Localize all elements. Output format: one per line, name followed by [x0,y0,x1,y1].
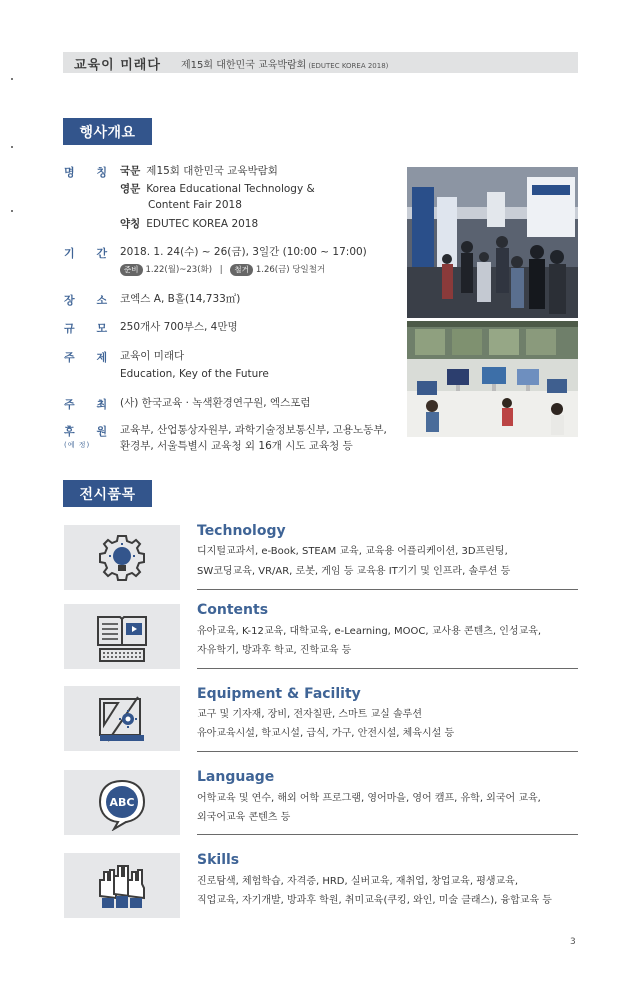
sponsor-line2: 환경부, 서울특별시 교육청 외 16개 시도 교육청 등 [120,440,353,452]
category-title-equipment: Equipment & Facility [197,686,361,702]
abc-speech-icon [94,775,150,831]
technology-icon-box [64,525,180,590]
theme-line2: Education, Key of the Future [120,368,269,380]
header-subtitle [181,56,388,71]
name-korean-text: 제15회 대한민국 교육박람회 [146,165,278,177]
name-english [120,181,315,197]
svg-text:ABC: ABC [109,795,135,809]
category-desc-technology-1: 디지털교과서, e-Book, STEAM 교육, 교육용 어플리케이션, 3D프린팅, [197,546,508,557]
label-period: 기 간 [64,247,117,260]
language-icon-box [64,770,180,835]
raised-hands-icon [94,858,150,914]
label-venue: 장 소 [64,294,117,307]
host-text: (사) 한국교육 · 녹색환경연구원, 엑스포럼 [120,397,311,409]
setup-badge: 준비 [120,264,143,276]
name-english-2: Content Fair 2018 [148,199,242,211]
category-desc-technology-2: SW코딩교육, VR/AR, 로봇, 게임 등 교육용 IT기기 및 인프라, 솔루션 등 [197,566,511,577]
divider [197,589,578,590]
category-title-language: Language [197,769,275,785]
tag-english: 영문 [120,183,141,195]
period-setup [120,263,325,276]
category-desc-equipment-2: 유아교육시설, 학교시설, 급식, 가구, 안전시설, 체육시설 등 [197,728,455,739]
gear-bulb-icon [94,530,150,586]
category-desc-contents-1: 유아교육, K-12교육, 대학교육, e-Learning, MOOC, 교사용 콘텐츠, 인성교육, [197,626,542,637]
header-subtitle-en: (EDUTEC KOREA 2018) [308,62,389,70]
book-keyboard-icon [94,609,150,665]
category-desc-language-2: 외국어교육 콘텐츠 등 [197,812,291,823]
teardown-text: 1.26(금) 당일철거 [255,265,326,275]
sponsor-line1: 교육부, 산업통상자원부, 과학기술정보통신부, 고용노동부, [120,424,387,436]
category-desc-skills-1: 진로탐색, 체험학습, 자격증, HRD, 실버교육, 재취업, 창업교육, 평생교육, [197,876,519,887]
header-subtitle-ko: 제15회 대한민국 교육박람회 [181,60,307,71]
margin-mark [11,210,13,212]
tag-abbr: 약칭 [120,218,141,230]
period-text: 2018. 1. 24(수) ~ 26(금), 3일간 (10:00 ~ 17:00) [120,246,367,258]
name-abbr [120,216,258,232]
divider [197,751,578,752]
name-korean [120,163,278,179]
category-title-skills: Skills [197,852,240,868]
equipment-icon-box [64,686,180,751]
blueprint-tools-icon [94,691,150,747]
category-desc-equipment-1: 교구 및 기자재, 장비, 전자칠판, 스마트 교실 솔루션 [197,709,422,720]
page-number: 3 [570,937,576,947]
name-english-text: Korea Educational Technology & [146,183,315,195]
header-band [63,52,578,73]
divider [197,668,578,669]
category-desc-skills-2: 직업교육, 자기개발, 방과후 학원, 취미교육(쿠킹, 와인, 미술 클래스), 융합교육 등 [197,895,552,906]
margin-mark [11,78,13,80]
section-title-overview: 행사개요 [63,118,152,145]
scale-text: 250개사 700부스, 4만명 [120,321,238,333]
header-title: 교육이 미래다 [74,58,161,73]
venue-text: 코엑스 A, B홀(14,733㎡) [120,293,241,305]
teardown-badge: 철거 [230,264,253,276]
theme-line1: 교육이 미래다 [120,350,185,362]
label-name: 명 칭 [64,166,117,179]
setup-text: 1.22(월)~23(화) [145,265,213,275]
contents-icon-box [64,604,180,669]
label-scale: 규 모 [64,322,117,335]
label-sponsor: 후 원 [64,425,117,438]
section-title-exhibits: 전시품목 [63,480,152,507]
label-host: 주 최 [64,398,117,411]
tag-korean: 국문 [120,165,141,177]
exhibition-crowd-photo [407,167,578,318]
divider [197,834,578,835]
margin-mark [11,146,13,148]
category-title-contents: Contents [197,602,269,618]
name-abbr-text: EDUTEC KOREA 2018 [146,218,259,230]
classroom-computers-photo [407,321,578,437]
label-theme: 주 제 [64,351,117,364]
category-title-technology: Technology [197,523,286,539]
label-sponsor-tentative: (예 정) [64,441,91,449]
period-separator: | [219,265,223,275]
category-desc-language-1: 어학교육 및 연수, 해외 어학 프로그램, 영어마을, 영어 캠프, 유학, 외국어 교육, [197,793,541,804]
skills-icon-box [64,853,180,918]
category-desc-contents-2: 자유학기, 방과후 학교, 진학교육 등 [197,645,352,656]
